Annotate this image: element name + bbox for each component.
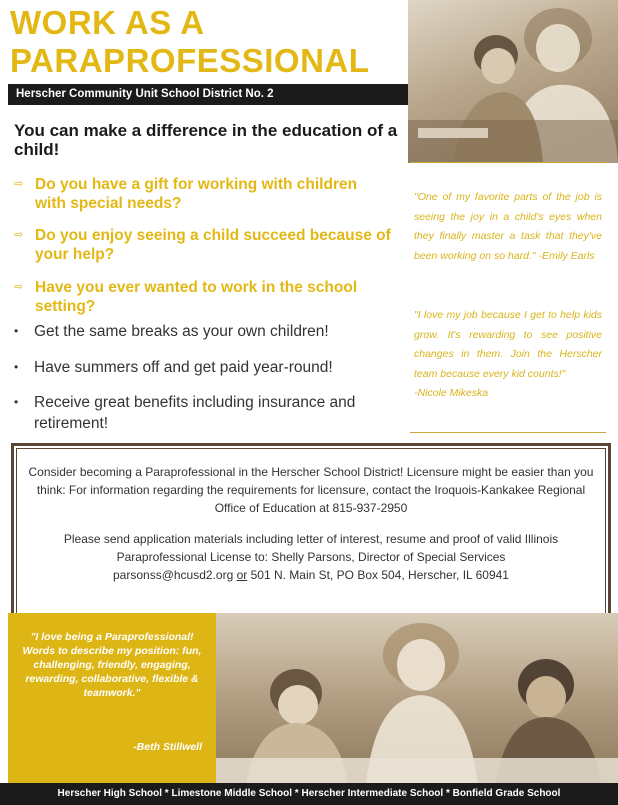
info-paragraph: Consider becoming a Paraprofessional in the Herscher School District! Licensure might be easier than you think: For information regarding the requirements for licensure, contact the Iroquois-Kankakee Regional Office of Education at 815-937-2950 [28, 465, 594, 515]
bullet-icon: • [14, 360, 19, 374]
mailing-address: 501 N. Main St, PO Box 504, Herscher, IL 60941 [250, 568, 509, 582]
question-text: Have you ever wanted to work in the school setting? [35, 279, 358, 315]
classroom-photo-illustration [408, 0, 618, 163]
question-item [14, 278, 394, 316]
email-link[interactable]: parsonss@hcusd2.org [113, 568, 234, 582]
page-title [10, 4, 400, 80]
bullet-icon: • [14, 395, 19, 409]
feature-quote-text: "I love being a Paraprofessional! Words to describe my position: fun, challenging, friendly, engaging, rewarding, collaborative, flexible & teamwork." [22, 631, 202, 699]
classroom-photo [408, 0, 618, 163]
benefit-item [14, 321, 384, 342]
quote-author: -Emily Earls [538, 249, 595, 262]
testimonial-quote [414, 306, 602, 404]
intro-heading: You can make a difference in the education of a child! [14, 121, 398, 159]
classroom-group-photo-illustration [216, 613, 618, 783]
info-paragraph [22, 530, 600, 584]
divider [410, 162, 606, 163]
title-line-1: WORK AS A [10, 4, 205, 41]
quote-author: -Nicole Mikeska [414, 387, 489, 399]
benefit-item [14, 357, 384, 378]
right-arrow-icon: ⇨ [14, 229, 24, 241]
question-item [14, 226, 394, 264]
right-arrow-icon: ⇨ [14, 281, 24, 293]
question-text: Do you have a gift for working with children with special needs? [35, 176, 358, 212]
application-instructions: Please send application materials including letter of interest, resume and proof of valid Illinois Paraprofessional License to: Shelly Parsons, Director of Special Services [63, 532, 559, 564]
testimonial-quote [414, 188, 602, 266]
bullet-icon: • [14, 324, 19, 338]
feature-quote-author: -Beth Stillwell [133, 741, 202, 753]
benefit-text: Get the same breaks as your own children! [34, 323, 329, 340]
title-line-2: PARAPROFESSIONAL [10, 42, 370, 79]
question-item [14, 175, 394, 213]
divider [410, 432, 606, 433]
question-text: Do you enjoy seeing a child succeed because of your help? [35, 227, 391, 263]
district-banner: Herscher Community Unit School District No. 2 [8, 84, 408, 105]
benefit-text: Have summers off and get paid year-round! [34, 359, 333, 376]
quote-text: "I love my job because I get to help kids grow. It's rewarding to see positive changes in them. Join the Herscher team because every kid counts!" [414, 309, 602, 380]
footer-schools: Herscher High School * Limestone Middle School * Herscher Intermediate School * Bonfield Grade School [0, 783, 618, 805]
benefit-text: Receive great benefits including insurance and retirement! [34, 394, 356, 432]
right-arrow-icon: ⇨ [14, 178, 24, 190]
quote-text: "One of my favorite parts of the job is seeing the joy in a child's eyes when they finally master a task that they've been working on so hard." [414, 191, 602, 262]
classroom-group-photo [216, 613, 618, 783]
benefit-item [14, 392, 384, 434]
or-text: or [236, 568, 248, 582]
